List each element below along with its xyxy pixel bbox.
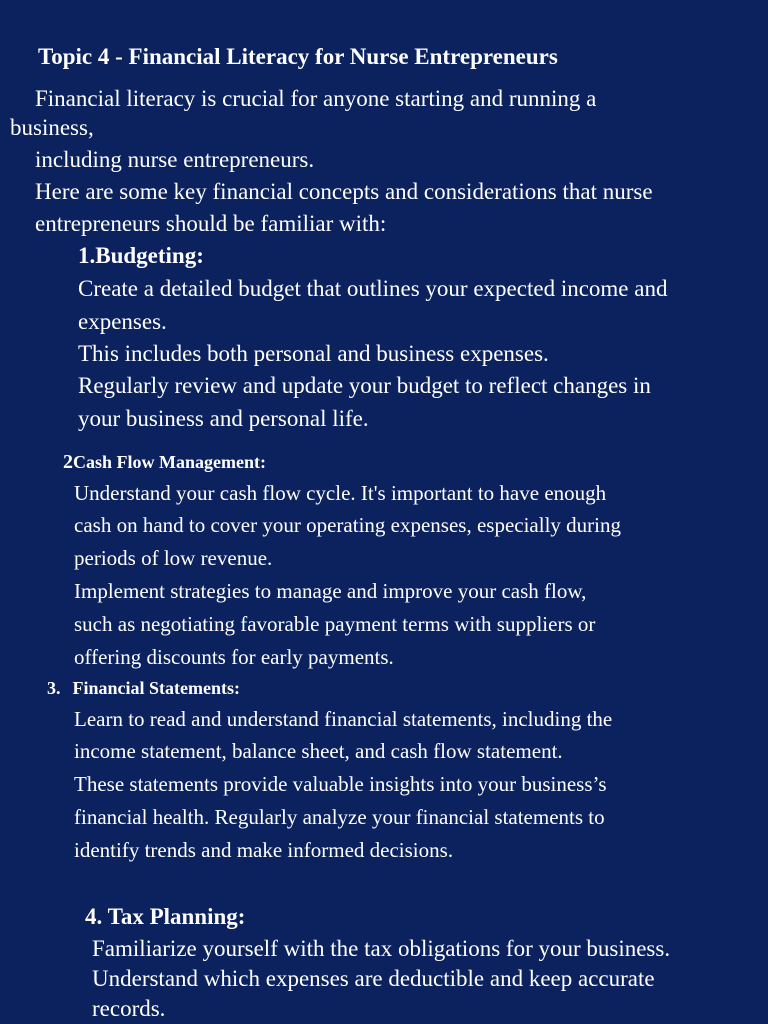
page-title: Topic 4 - Financial Literacy for Nurse Entrepreneurs: [38, 44, 558, 69]
section-line: This includes both personal and business expenses.: [78, 341, 549, 366]
section-heading-cash-flow: [63, 452, 266, 472]
section-heading-text: Financial Statements:: [72, 678, 240, 698]
section-number: 2: [63, 451, 73, 473]
section-line: Understand your cash flow cycle. It's important to have enough: [74, 481, 607, 505]
section-line: Regularly review and update your budget to reflect changes in: [78, 373, 651, 398]
section-line: cash on hand to cover your operating expenses, especially during: [74, 513, 621, 537]
section-line: Learn to read and understand financial statements, including the: [74, 707, 613, 731]
section-line: periods of low revenue.: [74, 546, 273, 570]
section-line: identify trends and make informed decisions.: [74, 838, 454, 862]
section-line: expenses.: [78, 309, 167, 334]
intro-line: including nurse entrepreneurs.: [35, 147, 315, 172]
section-heading-text: Cash Flow Management:: [73, 452, 266, 472]
intro-line: Financial literacy is crucial for anyone starting and running a: [35, 86, 597, 111]
section-line: your business and personal life.: [78, 406, 369, 431]
intro-line: business,: [10, 115, 94, 140]
section-heading-tax-planning: 4. Tax Planning:: [85, 904, 246, 929]
section-number: 3.: [47, 678, 61, 698]
section-line: Familiarize yourself with the tax obligations for your business.: [92, 936, 671, 961]
intro-line: entrepreneurs should be familiar with:: [35, 211, 387, 236]
section-heading-financial-statements: [47, 679, 240, 697]
section-line: such as negotiating favorable payment terms with suppliers or: [74, 612, 596, 636]
intro-line: Here are some key financial concepts and considerations that nurse: [35, 179, 653, 204]
section-line: records.: [92, 996, 166, 1021]
section-heading-budgeting: 1.Budgeting:: [78, 243, 204, 268]
section-line: income statement, balance sheet, and cash flow statement.: [74, 739, 563, 763]
section-line: Understand which expenses are deductible and keep accurate: [92, 966, 655, 991]
section-line: financial health. Regularly analyze your financial statements to: [74, 805, 605, 829]
section-line: Create a detailed budget that outlines your expected income and: [78, 276, 668, 301]
section-line: These statements provide valuable insights into your business’s: [74, 772, 607, 796]
section-line: offering discounts for early payments.: [74, 645, 394, 669]
section-line: Implement strategies to manage and improve your cash flow,: [74, 579, 587, 603]
